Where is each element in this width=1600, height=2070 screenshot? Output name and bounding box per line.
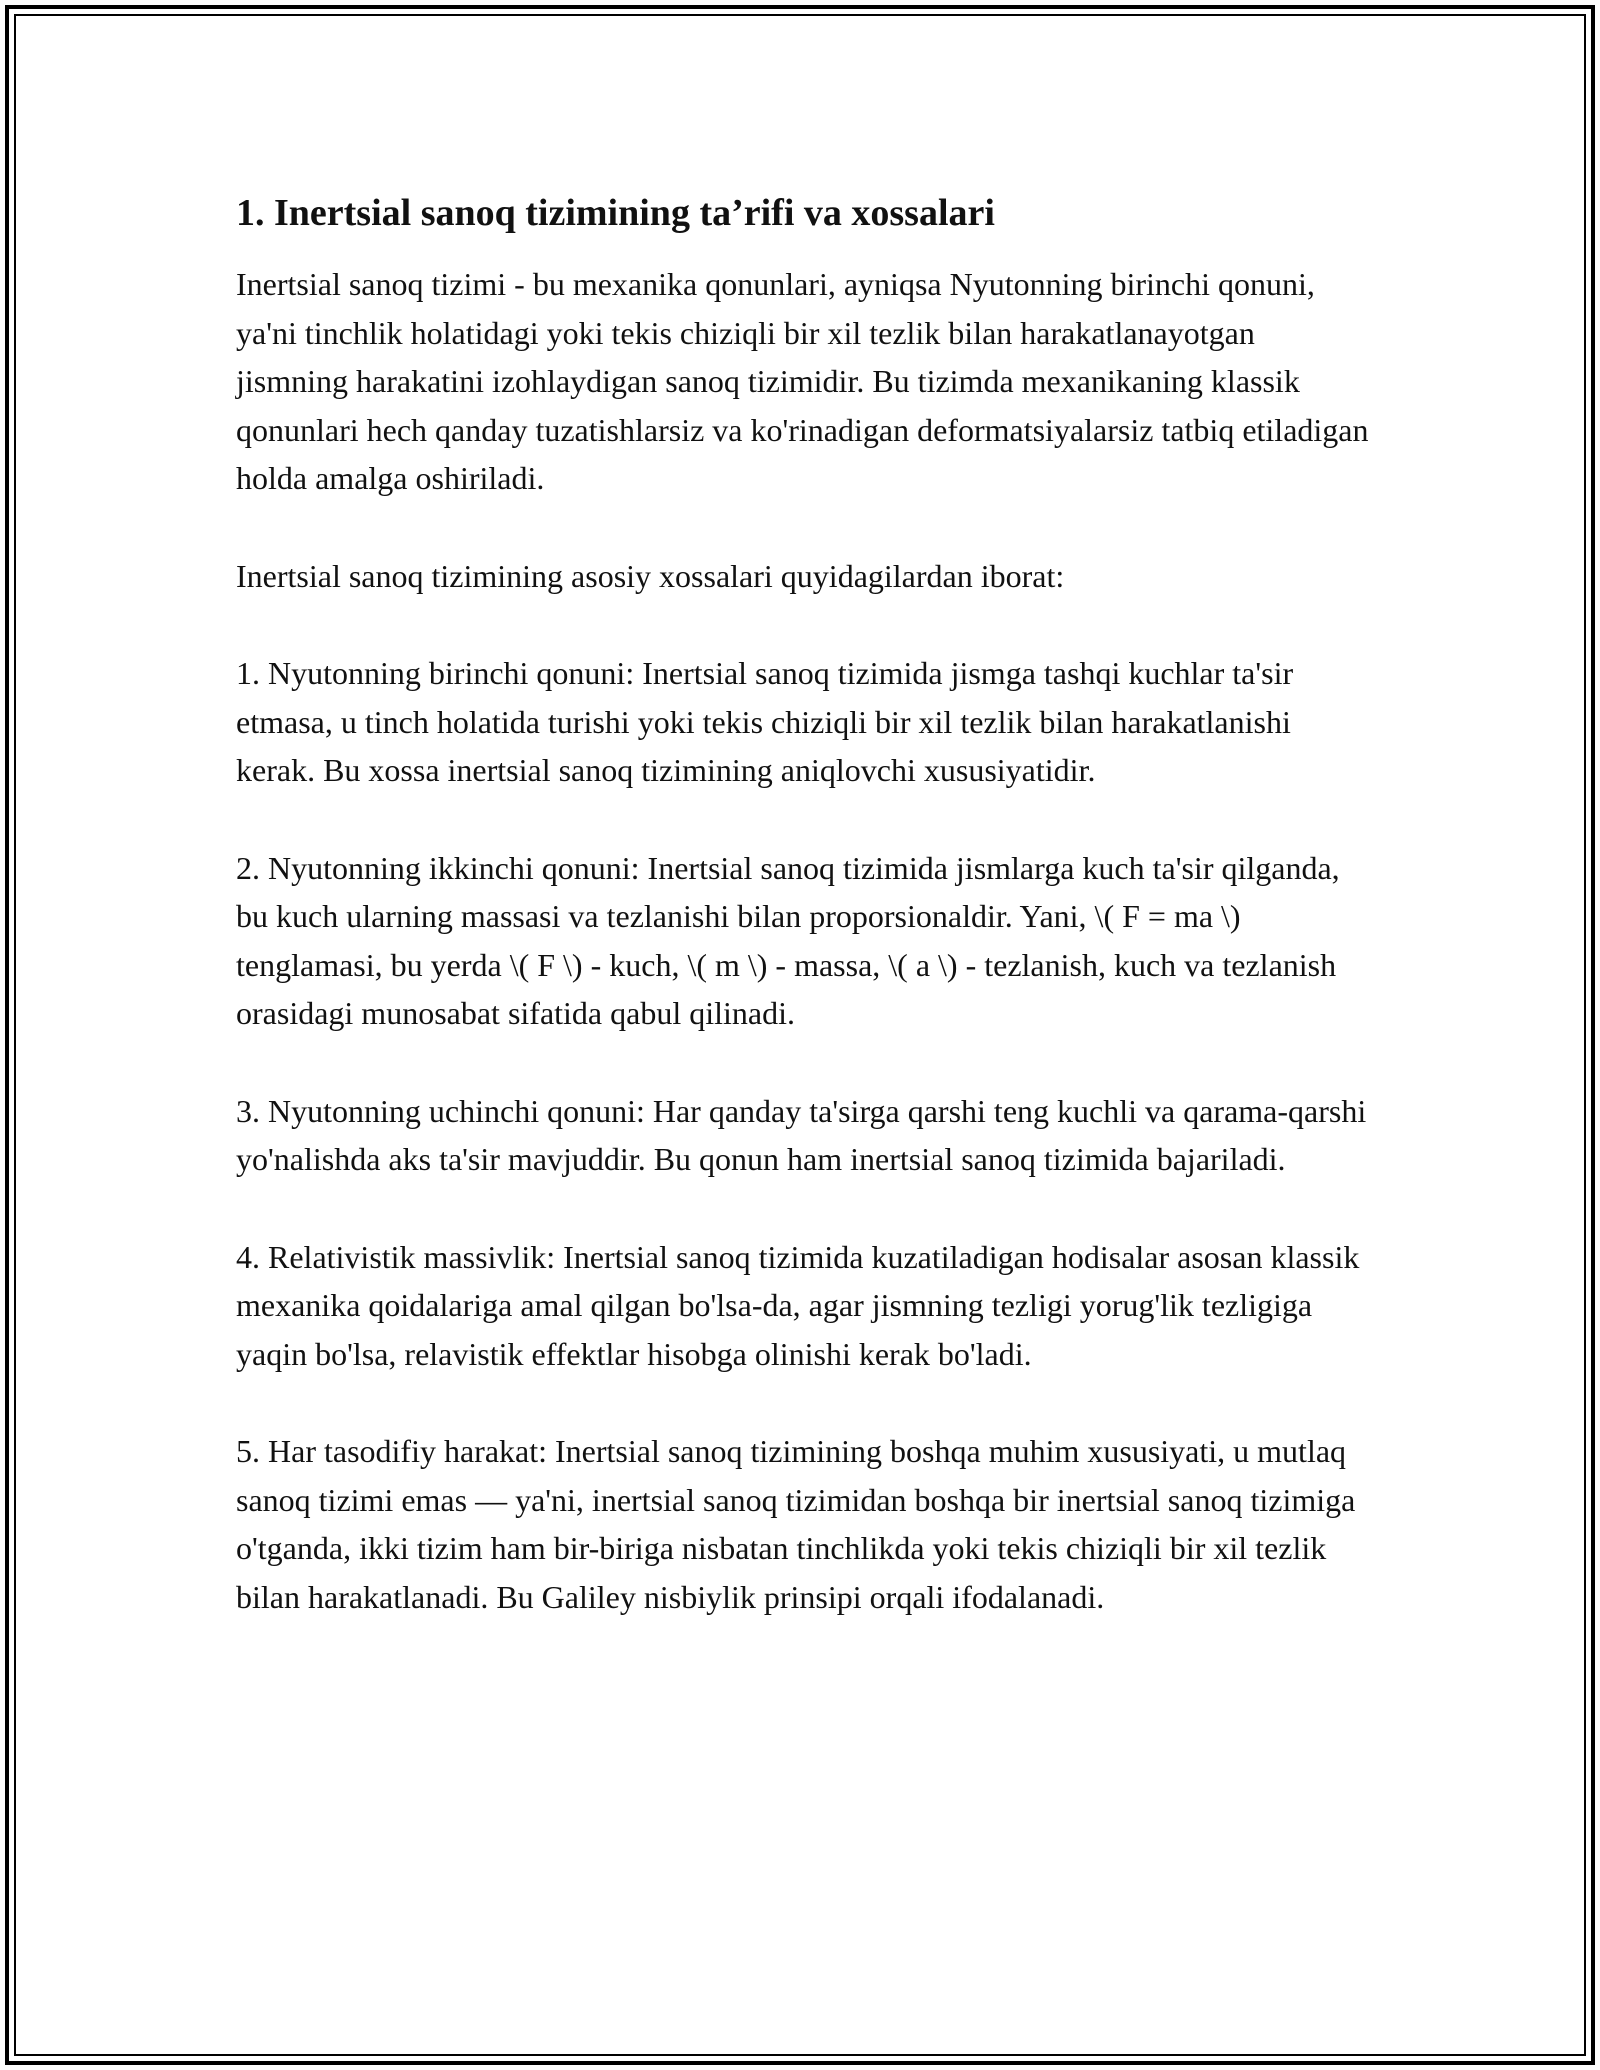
paragraph-definition: Inertsial sanoq tizimi - bu mexanika qonunlari, ayniqsa Nyutonning birinchi qonuni, ya'ni tinchlik holatidagi yoki tekis chiziqli bir xil tezlik bilan harakatlanayotgan jismning harakatini izohlaydigan sanoq tizimidir. Bu tizimda mexanikaning klassik qonunlari hech qanday tuzatishlarsiz va ko'rinadigan deformatsiyalarsiz tatbiq etiladigan holda amalga oshiriladi. [236, 266, 1369, 496]
paragraph-second-law: 2. Nyutonning ikkinchi qonuni: Inertsial sanoq tizimida jismlarga kuch ta'sir qilganda, bu kuch ularning massasi va tezlanishi bilan proporsionaldir. Yani, \( F = ma \) tenglamasi, bu yerda \( F \) - kuch, \( m \) - massa, \( a \) - tezlanish, kuch va tezlanish orasidagi munosabat sifatida qabul qilinadi. [236, 849, 1340, 1031]
paragraph-relativistic: 4. Relativistik massivlik: Inertsial sanoq tizimida kuzatiladigan hodisalar asosan klassik mexanika qoidalariga amal qilgan bo'lsa-da, agar jismning tezligi yorug'lik tezligiga yaqin bo'lsa, relavistik effektlar hisobga olinishi kerak bo'ladi. [236, 1238, 1360, 1372]
document-body [236, 188, 1371, 1670]
paragraph-intro: Inertsial sanoq tizimining asosiy xossalari quyidagilardan iborat: [236, 557, 1065, 594]
paragraph-first-law: 1. Nyutonning birinchi qonuni: Inertsial sanoq tizimida jismga tashqi kuchlar ta'sir etmasa, u tinch holatida turishi yoki tekis chiziqli bir xil tezlik bilan harakatlanishi kerak. Bu xossa inertsial sanoq tizimining aniqlovchi xususiyatidir. [236, 655, 1294, 788]
document-title: 1. Inertsial sanoq tizimining ta’rifi va xossalari [236, 192, 995, 234]
paragraph-galilean: 5. Har tasodifiy harakat: Inertsial sanoq tizimining boshqa muhim xususiyati, u mutlaq sanoq tizimi emas — ya'ni, inertsial sanoq tizimidan boshqa bir inertsial sanoq tizimiga o'tganda, ikki tizim ham bir-biriga nisbatan tinchlikda yoki tekis chiziqli bir xil tezlik bilan harakatlanadi. Bu Galiley nisbiylik prinsipi orqali ifodalanadi. [236, 1433, 1356, 1615]
paragraph-third-law: 3. Nyutonning uchinchi qonuni: Har qanday ta'sirga qarshi teng kuchli va qarama-qarshi yo'nalishda aks ta'sir mavjuddir. Bu qonun ham inertsial sanoq tizimida bajariladi. [236, 1092, 1367, 1177]
